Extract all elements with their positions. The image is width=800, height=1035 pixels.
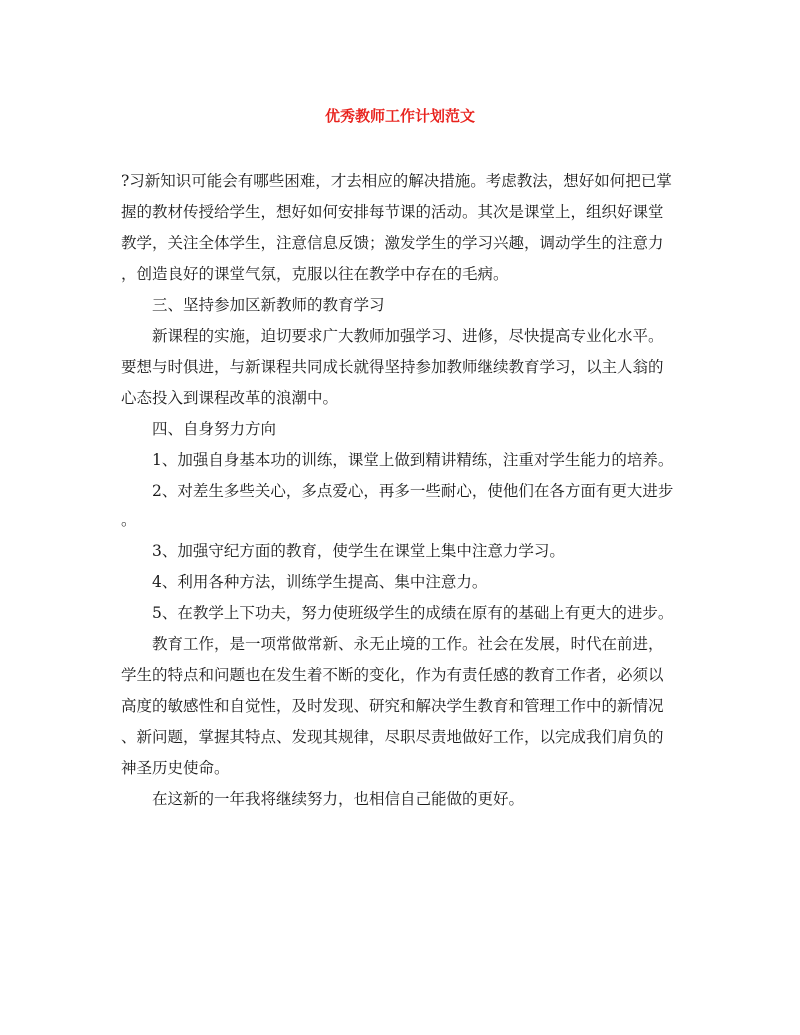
body-line: ，创造良好的课堂气氛，克服以往在教学中存在的毛病。 bbox=[121, 265, 509, 283]
body-line: 教育工作，是一项常做常新、永无止境的工作。社会在发展，时代在前进， bbox=[152, 635, 664, 653]
body-line: 新课程的实施，迫切要求广大教师加强学习、进修，尽快提高专业化水平。 bbox=[152, 327, 664, 345]
document-title: 优秀教师工作计划范文 bbox=[324, 107, 475, 125]
body-line: 高度的敏感性和自觉性，及时发现、研究和解决学生教育和管理工作中的新情况 bbox=[121, 697, 664, 715]
body-line: 心态投入到课程改革的浪潮中。 bbox=[121, 389, 339, 407]
body-line: 在这新的一年我将继续努力，也相信自己能做的更好。 bbox=[152, 790, 525, 808]
body-line: 教学，关注全体学生，注意信息反馈；激发学生的学习兴趣，调动学生的注意力 bbox=[121, 234, 664, 252]
body-line: ?习新知识可能会有哪些困难，才去相应的解决措施。考虑教法，想好如何把已掌 bbox=[121, 172, 672, 190]
list-item: 4、利用各种方法，训练学生提高、集中注意力。 bbox=[152, 573, 488, 591]
body-line: 、新问题，掌握其特点、发现其规律，尽职尽责地做好工作，以完成我们肩负的 bbox=[121, 728, 664, 746]
list-item: 5、在教学上下功夫，努力使班级学生的成绩在原有的基础上有更大的进步。 bbox=[152, 604, 674, 622]
body-line: 握的教材传授给学生，想好如何安排每节课的活动。其次是课堂上，组织好课堂 bbox=[121, 203, 664, 221]
list-item: 2、对差生多些关心，多点爱心，再多一些耐心，使他们在各方面有更大进步 bbox=[152, 482, 674, 500]
body-line: 。 bbox=[121, 511, 137, 529]
list-item: 3、加强守纪方面的教育，使学生在课堂上集中注意力学习。 bbox=[152, 542, 565, 560]
body-line: 要想与时俱进，与新课程共同成长就得坚持参加教师继续教育学习，以主人翁的 bbox=[121, 358, 664, 376]
body-line: 神圣历史使命。 bbox=[121, 759, 230, 777]
body-line: 学生的特点和问题也在发生着不断的变化，作为有责任感的教育工作者，必须以 bbox=[121, 666, 664, 684]
section-heading: 三、坚持参加区新教师的教育学习 bbox=[152, 296, 385, 314]
section-heading: 四、自身努力方向 bbox=[152, 420, 277, 438]
list-item: 1、加强自身基本功的训练，课堂上做到精讲精练，注重对学生能力的培养。 bbox=[152, 451, 674, 469]
